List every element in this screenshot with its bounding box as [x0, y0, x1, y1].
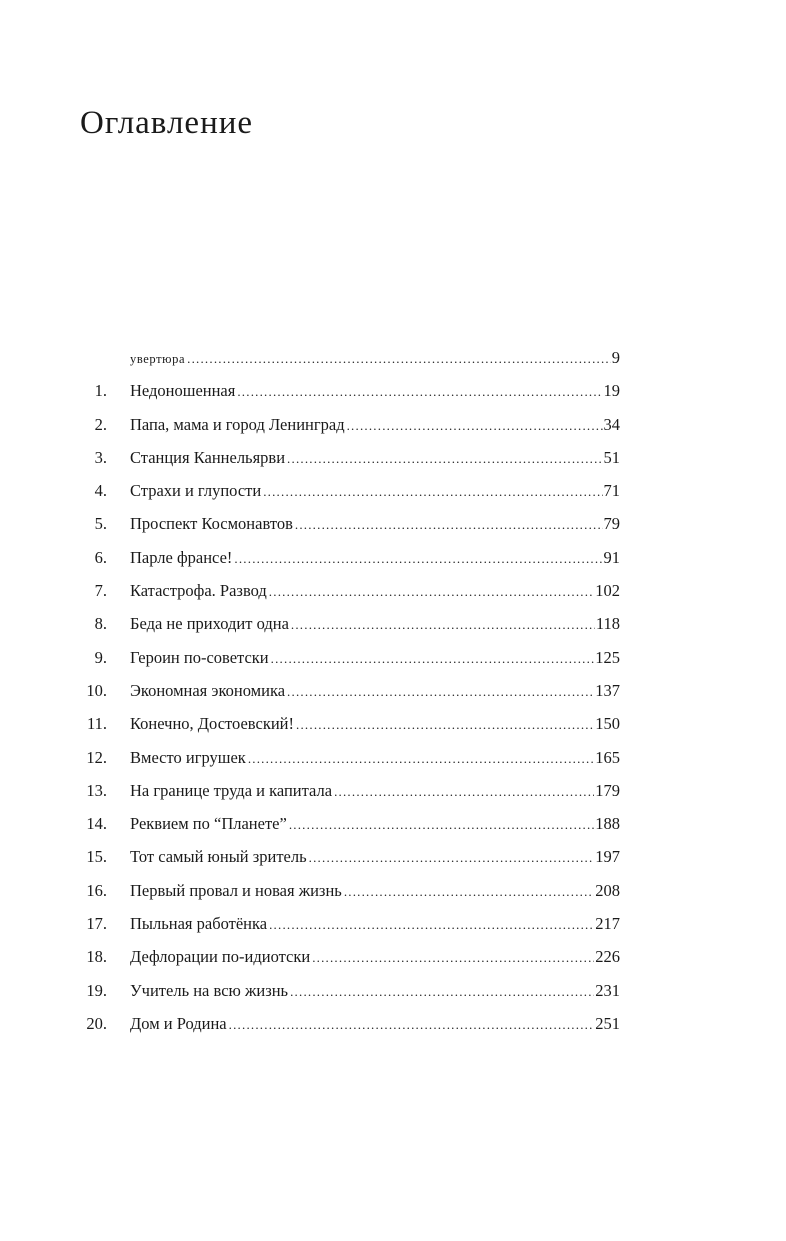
toc-dot-leader — [312, 940, 594, 974]
toc-entry[interactable] — [80, 1007, 620, 1040]
toc-entry-page-number: 19 — [603, 381, 620, 401]
toc-entry-number: 9. — [94, 647, 107, 667]
toc-entry-title: Учитель на всю жизнь — [130, 980, 289, 1000]
toc-entry[interactable] — [80, 840, 620, 873]
toc-entry[interactable] — [80, 741, 620, 774]
toc-entry-title: На границе труда и капитала — [130, 780, 333, 800]
toc-entry-page-number: 165 — [595, 747, 620, 767]
table-of-contents — [80, 341, 620, 1040]
toc-entry[interactable] — [80, 874, 620, 907]
toc-entry[interactable] — [80, 940, 620, 973]
toc-entry-page-number: 118 — [595, 614, 620, 634]
toc-entry-page-number: 34 — [603, 414, 620, 434]
toc-dot-leader — [290, 974, 594, 1008]
toc-entry-title: Первый провал и новая жизнь — [130, 880, 342, 900]
toc-entry-number: 12. — [86, 747, 107, 767]
toc-entry[interactable] — [80, 607, 620, 640]
toc-entry-page-number: 150 — [595, 714, 620, 734]
toc-entry-title: Проспект Космонавтов — [130, 514, 293, 534]
toc-entry-number: 18. — [86, 947, 107, 967]
toc-entry[interactable] — [80, 974, 620, 1007]
toc-dot-leader — [187, 341, 611, 375]
toc-dot-leader — [296, 707, 594, 741]
toc-dot-leader — [237, 374, 602, 408]
toc-dot-leader — [234, 541, 602, 575]
toc-entry-page-number: 231 — [595, 980, 620, 1000]
toc-dot-leader — [347, 408, 603, 442]
toc-entry-title: Беда не приходит одна — [130, 614, 289, 634]
toc-entry-number: 4. — [94, 481, 107, 501]
toc-entry-number: 8. — [94, 614, 107, 634]
toc-entry[interactable] — [80, 507, 620, 540]
toc-entry-number: 3. — [94, 447, 107, 467]
toc-entry-title: Экономная экономика — [130, 680, 286, 700]
toc-entry-number: 7. — [94, 581, 107, 601]
toc-dot-leader — [248, 741, 594, 775]
toc-entry-title: Страхи и глупости — [130, 481, 262, 501]
toc-dot-leader — [309, 840, 595, 874]
toc-entry[interactable] — [80, 641, 620, 674]
toc-entry-title: Парле франсе! — [130, 547, 233, 567]
page-title: Оглавление — [80, 105, 254, 141]
toc-dot-leader — [229, 1007, 595, 1041]
toc-entry-number: 16. — [86, 880, 107, 900]
toc-entry-page-number: 9 — [611, 348, 620, 367]
toc-dot-leader — [269, 574, 594, 608]
toc-entry[interactable] — [80, 541, 620, 574]
toc-entry-page-number: 208 — [595, 880, 620, 900]
toc-dot-leader — [344, 874, 594, 908]
toc-entry-number: 2. — [94, 414, 107, 434]
toc-entry-page-number: 217 — [595, 914, 620, 934]
toc-entry-page-number: 188 — [595, 814, 620, 834]
toc-entry-title: Дефлорации по-идиотски — [130, 947, 311, 967]
toc-entry-page-number: 137 — [595, 680, 620, 700]
toc-entry-number: 14. — [86, 814, 107, 834]
toc-entry-title: Дом и Родина — [130, 1013, 227, 1033]
toc-entry-number: 19. — [86, 980, 107, 1000]
toc-entry[interactable] — [80, 574, 620, 607]
toc-dot-leader — [271, 641, 595, 675]
toc-entry-number: 10. — [86, 680, 107, 700]
toc-entry[interactable] — [80, 374, 620, 407]
toc-entry-number: 5. — [94, 514, 107, 534]
toc-entry-title: Реквием по “Планете” — [130, 814, 287, 834]
toc-dot-leader — [287, 441, 602, 475]
toc-entry-page-number: 102 — [595, 581, 620, 601]
toc-entry[interactable] — [80, 474, 620, 507]
toc-entry[interactable] — [80, 807, 620, 840]
toc-dot-leader — [289, 807, 594, 841]
toc-entry-page-number: 125 — [595, 647, 620, 667]
toc-entry-title: Вместо игрушек — [130, 747, 246, 767]
toc-entry[interactable] — [80, 441, 620, 474]
toc-entry[interactable] — [80, 674, 620, 707]
toc-entry[interactable] — [80, 408, 620, 441]
toc-entry-number: 15. — [86, 847, 107, 867]
toc-entry-page-number: 251 — [595, 1013, 620, 1033]
toc-entry-number: 6. — [94, 547, 107, 567]
toc-entry-title: Катастрофа. Развод — [130, 581, 267, 601]
toc-dot-leader — [263, 474, 602, 508]
toc-entry-title: Героин по-советски — [130, 647, 269, 667]
toc-dot-leader — [287, 674, 594, 708]
toc-entry[interactable] — [80, 707, 620, 740]
toc-dot-leader — [295, 507, 603, 541]
toc-entry-page-number: 79 — [603, 514, 620, 534]
toc-entry-title: Станция Каннельярви — [130, 447, 286, 467]
toc-entry-number: 13. — [86, 780, 107, 800]
toc-entry-page-number: 179 — [595, 780, 620, 800]
toc-entry-title: Пыльная работёнка — [130, 914, 268, 934]
toc-entry-number: 20. — [86, 1013, 107, 1033]
toc-dot-leader — [334, 774, 594, 808]
toc-entry-number: 11. — [86, 714, 107, 734]
toc-entry-title: Тот самый юный зритель — [130, 847, 307, 867]
toc-entry-title: увертюра — [130, 352, 186, 366]
toc-entry-page-number: 71 — [603, 481, 620, 501]
toc-entry[interactable] — [80, 341, 620, 374]
toc-dot-leader — [291, 607, 595, 641]
toc-entry-number: 1. — [94, 381, 107, 401]
toc-entry-page-number: 226 — [595, 947, 620, 967]
toc-entry-page-number: 51 — [603, 447, 620, 467]
toc-entry-title: Папа, мама и город Ленинград — [130, 414, 345, 434]
toc-entry[interactable] — [80, 907, 620, 940]
toc-entry-title: Конечно, Достоевский! — [130, 714, 295, 734]
toc-entry[interactable] — [80, 774, 620, 807]
toc-entry-title: Недоношенная — [130, 381, 236, 401]
toc-entry-number: 17. — [86, 914, 107, 934]
toc-entry-page-number: 91 — [603, 547, 620, 567]
toc-entry-page-number: 197 — [595, 847, 620, 867]
toc-dot-leader — [269, 907, 594, 941]
